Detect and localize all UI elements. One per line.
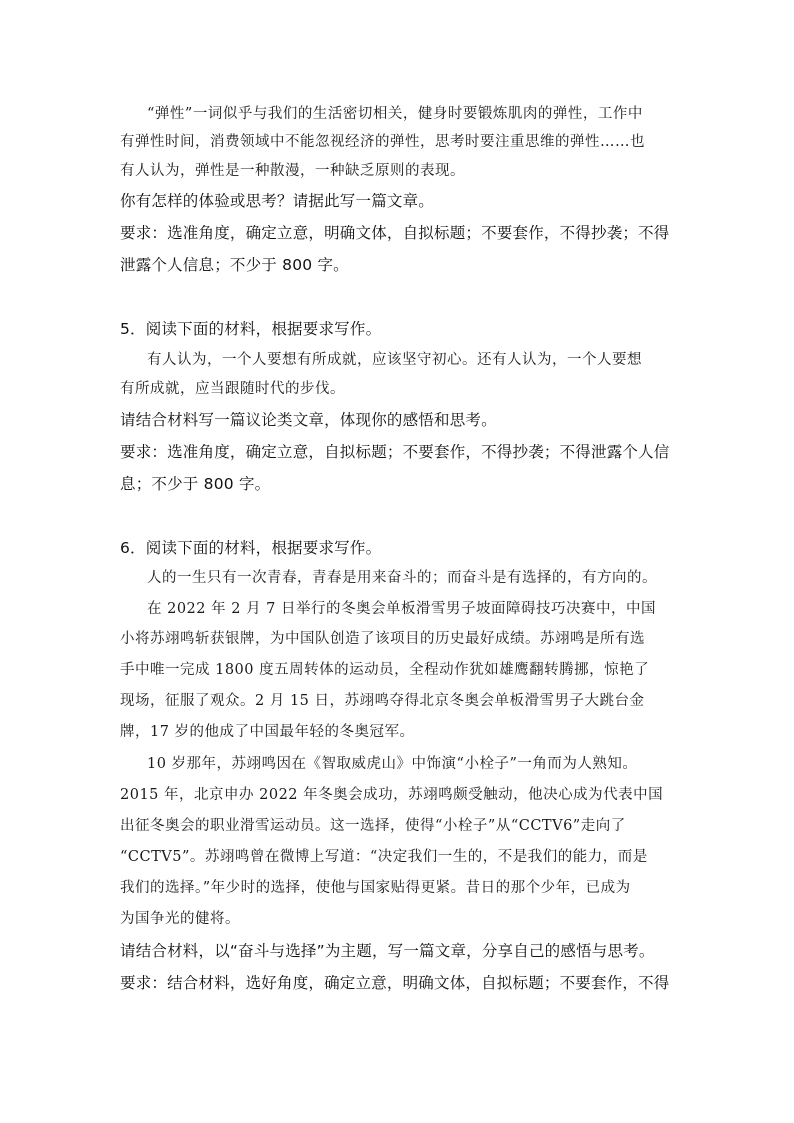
- question6-material-line-12: 为国争光的健将。: [120, 911, 240, 927]
- question6-material-line-4: 手中唯一完成 1800 度五周转体的运动员，全程动作犹如雄鹰翻转腾挪，惊艳了: [120, 662, 650, 678]
- question5-heading: 5．阅读下面的材料，根据要求写作。: [120, 320, 382, 338]
- question6-material-line-2: 在 2022 年 2 月 7 日举行的冬奥会单板滑雪男子坡面障碍技巧决赛中，中国: [147, 601, 657, 617]
- question6-material-line-1: 人的一生只有一次青春，青春是用来奋斗的；而奋斗是有选择的，有方向的。: [147, 570, 657, 586]
- question5-prompt: 请结合材料写一篇议论类文章，体现你的感悟和思考。: [120, 411, 497, 429]
- question6-material-line-10: “CCTV5”。苏翊鸣曾在微博上写道：“决定我们一生的，不是我们的能力，而是: [120, 849, 648, 865]
- top-material-line-2: 有弹性时间，消费领域中不能忽视经济的弹性，思考时要注重思维的弹性……也: [120, 134, 645, 150]
- question5-requirement-line-1: 要求：选准角度，确定立意，自拟标题；不要套作，不得抄袭；不得泄露个人信: [120, 443, 670, 461]
- question5-material-line-1: 有人认为，一个人要想有所成就，应该坚守初心。还有人认为，一个人要想: [147, 352, 642, 368]
- question6-material-line-9: 出征冬奥会的职业滑雪运动员。这一选择，使得“小栓子”从“CCTV6”走向了: [120, 818, 626, 834]
- question6-material-line-8: 2015 年，北京申办 2022 年冬奥会成功，苏翊鸣颇受触动，他决心成为代表中国: [120, 787, 664, 803]
- question6-prompt: 请结合材料，以“奋斗与选择”为主题，写一篇文章，分享自己的感悟与思考。: [120, 942, 655, 960]
- question6-material-line-11: 我们的选择。”年少时的选择，使他与国家贴得更紧。昔日的那个少年，已成为: [120, 880, 631, 896]
- question5-requirement-line-2: 息；不少于 800 字。: [120, 475, 271, 493]
- top-material-line-1: “弹性”一词似乎与我们的生活密切相关，健身时要锻炼肌肉的弹性，工作中: [147, 106, 643, 122]
- top-requirement-line-2: 泄露个人信息；不少于 800 字。: [120, 256, 349, 274]
- top-requirement-line-1: 要求：选准角度，确定立意，明确文体，自拟标题；不要套作，不得抄袭；不得: [120, 224, 670, 242]
- question5-material-line-2: 有所成就，应当跟随时代的步伐。: [120, 381, 345, 397]
- question6-material-line-6: 牌，17 岁的他成了中国最年轻的冬奥冠军。: [120, 724, 415, 740]
- question6-material-line-7: 10 岁那年，苏翊鸣因在《智取威虎山》中饰演“小栓子”一角而为人熟知。: [147, 756, 638, 772]
- question6-material-line-5: 现场，征服了观众。2 月 15 日，苏翊鸣夺得北京冬奥会单板滑雪男子大跳台金: [120, 693, 645, 709]
- top-material-line-3: 有人认为，弹性是一种散漫，一种缺乏原则的表现。: [120, 163, 465, 179]
- top-prompt: 你有怎样的体验或思考？请据此写一篇文章。: [120, 192, 435, 210]
- question6-material-line-3: 小将苏翊鸣斩获银牌，为中国队创造了该项目的历史最好成绩。苏翊鸣是所有选: [120, 631, 645, 647]
- question6-requirement-line-1: 要求：结合材料，选好角度，确定立意，明确文体，自拟标题；不要套作，不得: [120, 974, 670, 992]
- question6-heading: 6．阅读下面的材料，根据要求写作。: [120, 539, 382, 557]
